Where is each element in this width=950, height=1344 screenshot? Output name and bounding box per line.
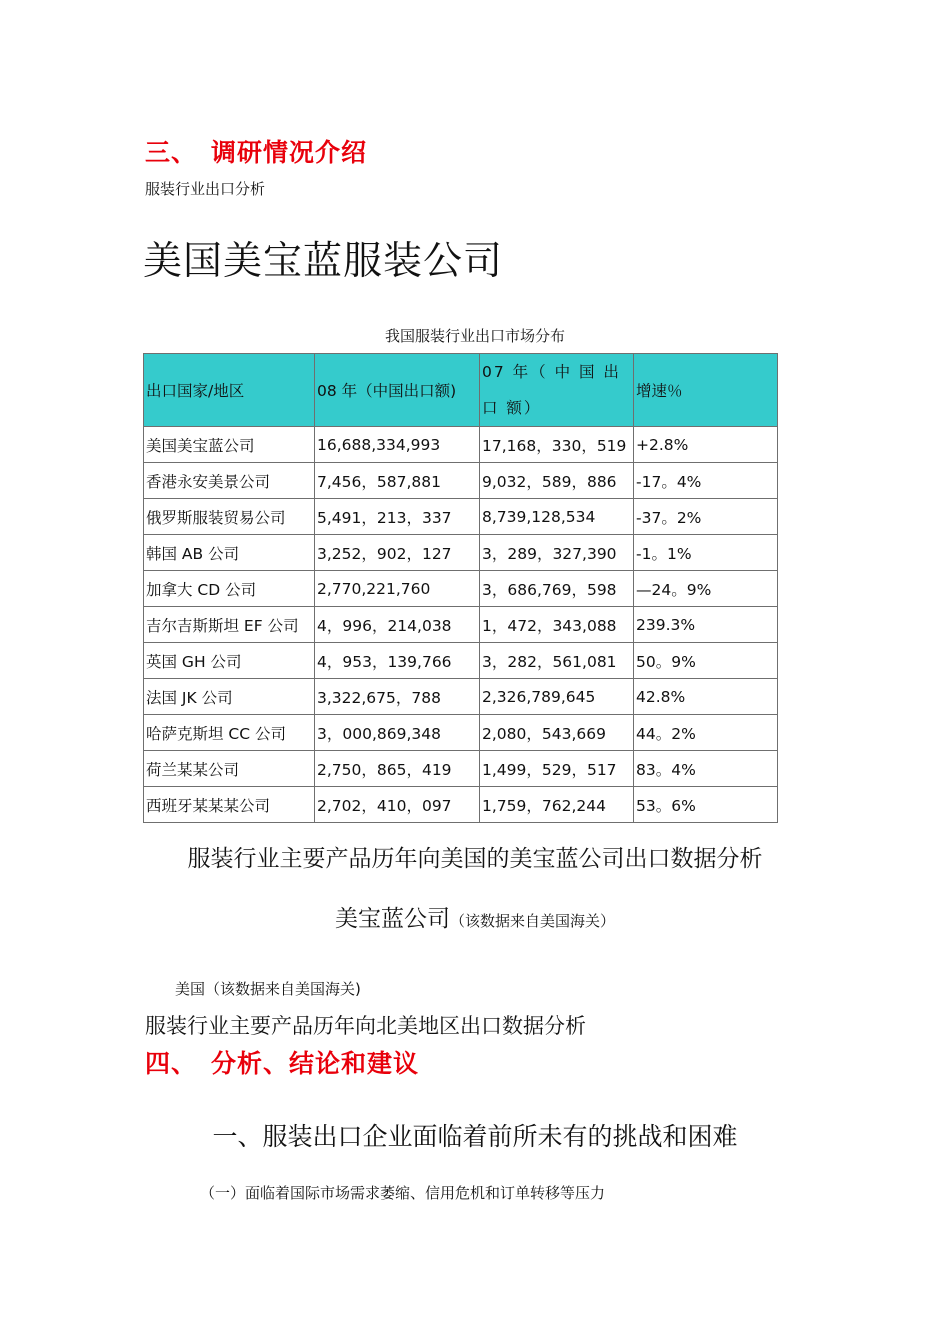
cell-growth: 83。4% [634, 751, 778, 787]
cell-country: 英国 GH 公司 [144, 643, 315, 679]
section-3-heading [145, 133, 367, 169]
cell-country: 加拿大 CD 公司 [144, 571, 315, 607]
section-3-number: 三、 [145, 138, 198, 167]
cell-country: 美国美宝蓝公司 [144, 427, 315, 463]
table-row [144, 679, 778, 715]
cell-2007-exports: 17,168，330，519 [480, 427, 634, 463]
cell-2007-exports: 1，472，343,088 [480, 607, 634, 643]
table-body [144, 427, 778, 823]
header-country: 出口国家/地区 [144, 354, 315, 427]
cell-2007-exports: 3，289，327,390 [480, 535, 634, 571]
header-2007-exports: 07 年（ 中 国 出 口 额） [480, 354, 634, 427]
table-row [144, 535, 778, 571]
challenge-heading: 一、服装出口企业面临着前所未有的挑战和困难 [212, 1122, 738, 1151]
cell-growth: —24。9% [634, 571, 778, 607]
cell-2008-exports: 3,252，902，127 [315, 535, 480, 571]
cell-2008-exports: 4，996，214,038 [315, 607, 480, 643]
table-row [144, 571, 778, 607]
table-header-row [144, 354, 778, 427]
cell-2007-exports: 9,032，589，886 [480, 463, 634, 499]
section-3-title: 调研情况介绍 [211, 138, 368, 167]
cell-2007-exports: 8,739,128,534 [480, 499, 634, 535]
mbl-analysis-heading: 服装行业主要产品历年向美国的美宝蓝公司出口数据分析 [187, 846, 763, 872]
header-2008-exports: 08 年（中国出口额) [315, 354, 480, 427]
cell-growth: 50。9% [634, 643, 778, 679]
cell-2007-exports: 3，282，561,081 [480, 643, 634, 679]
cell-growth: -37。2% [634, 499, 778, 535]
cell-growth: -1。1% [634, 535, 778, 571]
cell-country: 荷兰某某公司 [144, 751, 315, 787]
cell-2008-exports: 4，953，139,766 [315, 643, 480, 679]
cell-growth: 239.3% [634, 607, 778, 643]
cell-growth: 44。2% [634, 715, 778, 751]
north-america-analysis-heading: 服装行业主要产品历年向北美地区出口数据分析 [145, 1014, 586, 1038]
cell-2008-exports: 5,491，213，337 [315, 499, 480, 535]
cell-2007-exports: 3，686,769，598 [480, 571, 634, 607]
cell-country: 吉尔吉斯斯坦 EF 公司 [144, 607, 315, 643]
cell-2008-exports: 3,322,675，788 [315, 679, 480, 715]
table-row [144, 715, 778, 751]
export-market-table [143, 353, 778, 823]
cell-2008-exports: 2,702，410，097 [315, 787, 480, 823]
table-row [144, 463, 778, 499]
us-source-note: 美国（该数据来自美国海关) [175, 980, 361, 998]
cell-growth: 42.8% [634, 679, 778, 715]
cell-2007-exports: 1,759，762,244 [480, 787, 634, 823]
table-row [144, 499, 778, 535]
cell-country: 香港永安美景公司 [144, 463, 315, 499]
cell-2007-exports: 1,499，529，517 [480, 751, 634, 787]
cell-2007-exports: 2,326,789,645 [480, 679, 634, 715]
export-analysis-subtitle: 服装行业出口分析 [145, 180, 266, 198]
cell-2008-exports: 2,770,221,760 [315, 571, 480, 607]
cell-2008-exports: 3，000,869,348 [315, 715, 480, 751]
mbl-heading-source-note: （该数据来自美国海关） [449, 912, 615, 930]
table-row [144, 607, 778, 643]
header-growth: 增速％ [634, 354, 778, 427]
table-row [144, 643, 778, 679]
cell-country: 西班牙某某某公司 [144, 787, 315, 823]
cell-2008-exports: 2,750，865，419 [315, 751, 480, 787]
table-row [144, 787, 778, 823]
cell-2007-exports: 2,080，543,669 [480, 715, 634, 751]
mbl-heading [0, 900, 950, 933]
cell-country: 俄罗斯服装贸易公司 [144, 499, 315, 535]
cell-growth: -17。4% [634, 463, 778, 499]
cell-country: 法国 JK 公司 [144, 679, 315, 715]
cell-growth: +2.8% [634, 427, 778, 463]
mbl-heading-title: 美宝蓝公司 [334, 906, 450, 932]
table-row [144, 751, 778, 787]
section-4-heading [145, 1044, 419, 1080]
cell-2008-exports: 16,688,334,993 [315, 427, 480, 463]
table-caption: 我国服装行业出口市场分布 [384, 327, 565, 345]
pressure-subheading: （一）面临着国际市场需求萎缩、信用危机和订单转移等压力 [200, 1184, 606, 1202]
table-row [144, 427, 778, 463]
section-4-title: 分析、结论和建议 [211, 1049, 420, 1078]
cell-2008-exports: 7,456，587,881 [315, 463, 480, 499]
cell-country: 韩国 AB 公司 [144, 535, 315, 571]
cell-country: 哈萨克斯坦 CC 公司 [144, 715, 315, 751]
section-4-number: 四、 [145, 1049, 198, 1078]
company-title: 美国美宝蓝服装公司 [143, 239, 504, 284]
cell-growth: 53。6% [634, 787, 778, 823]
